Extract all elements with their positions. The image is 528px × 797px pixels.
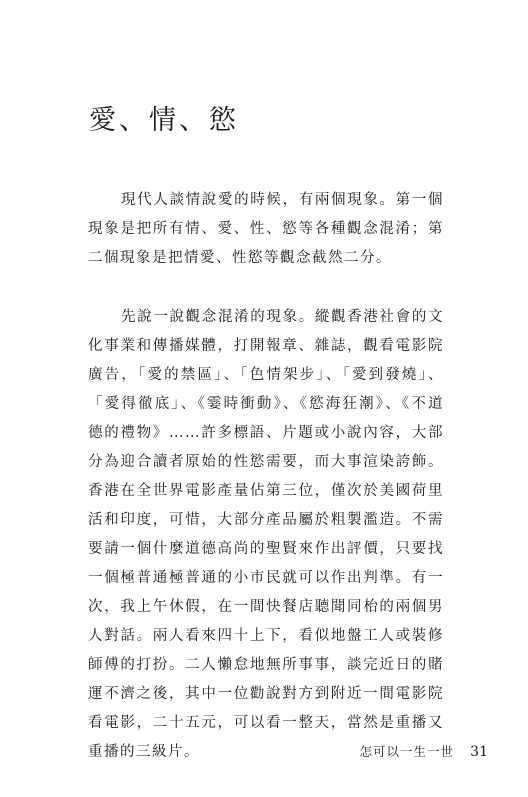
chapter-title: 愛、情、慾: [89, 105, 239, 136]
paragraph-1: 現代人談情說愛的時候，有兩個現象。第一個現象是把所有情、愛、性、慾等各種觀念混淆；第二個現象是把情愛、性慾等觀念截然二分。: [88, 192, 444, 266]
running-title: 怎可以一生一世: [359, 744, 455, 759]
paragraph-2: 先說一說觀念混淆的現象。縱觀香港社會的文化事業和傳播媒體，打開報章、雜誌，觀看電影院廣告，「愛的禁區」、「色情架步」、「愛到發燒」、「愛得徹底」、《霎時衝動》、《慾海狂潮》、《不道德的禮物》……許多標語、片題或小說內容，大部分為迎合讀者原始的性慾需要，而大事渲染誇飾。香港在全世界電影產量佔第三位，僅次於美國荷里活和印度，可惜，大部分產品屬於粗製濫造。不需要請一個什麼道德高尚的聖賢來作出評價，只要找一個極普通極普通的小市民就可以作出判準。有一次，我上午休假，在一間快餐店聽聞同枱的兩個男人對話。兩人看來四十上下，看似地盤工人或裝修師傅的打扮。二人懶怠地無所事事，談完近日的賭運不濟之後，其中一位勸說對方到附近一間電影院看電影，二十五元，可以看一整天，當然是重播又重播的三級片。: [88, 309, 444, 760]
page-footer: [360, 743, 488, 762]
page-number: 31: [470, 744, 488, 760]
chapter-body: [88, 186, 444, 797]
